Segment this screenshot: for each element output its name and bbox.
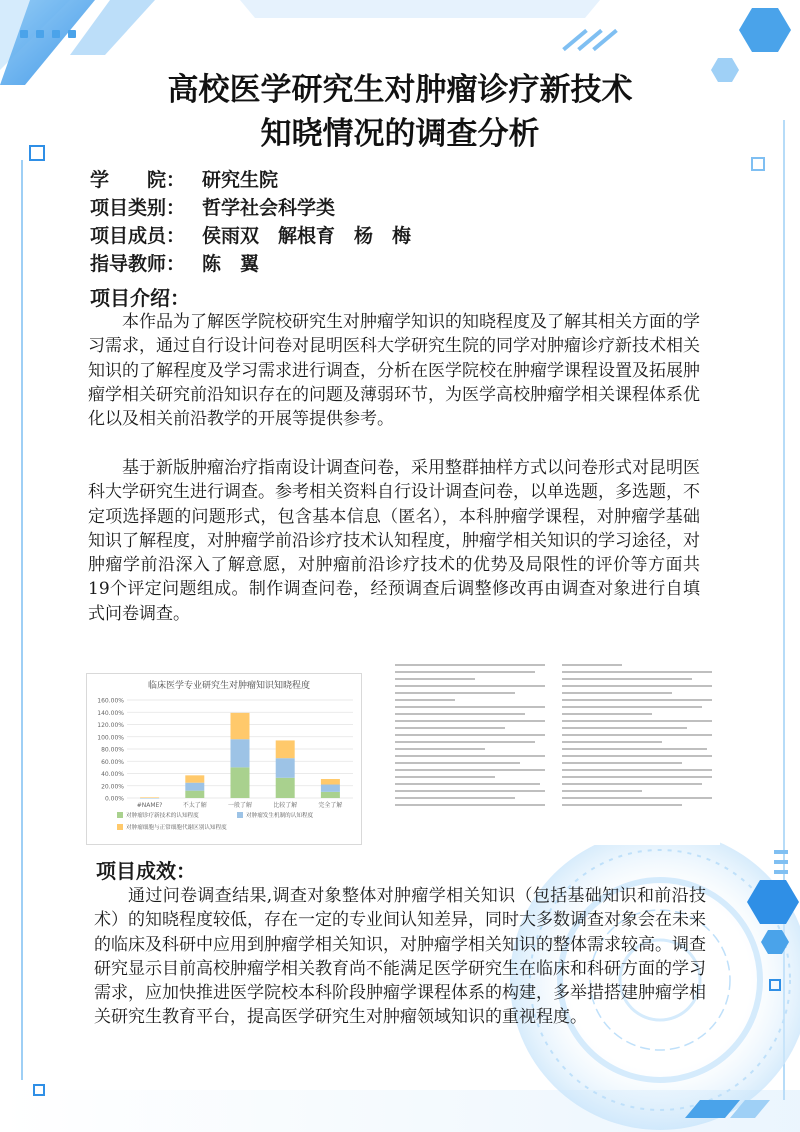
- y-tick-label: 120.00%: [97, 722, 124, 729]
- questionnaire-line: [395, 664, 545, 666]
- questionnaire-line: [395, 741, 535, 743]
- questionnaire-line: [562, 664, 622, 666]
- info-row-advisor: [90, 250, 411, 278]
- questionnaire-line: [562, 783, 702, 785]
- questionnaire-line: [562, 706, 702, 708]
- y-tick-label: 80.00%: [101, 746, 124, 754]
- intro-paragraph-2: 基于新版肿瘤治疗指南设计调查问卷，采用整群抽样方式以问卷形式对昆明医科大学研究生进行调查。参考相关资料自行设计调查问卷，以单选题，多选题，不定项选择题的问题形式，包含基本信息（匿名），本科肿瘤学课程，对肿瘤学基础知识了解程度，对肿瘤学前沿诊疗技术认知程度，肿瘤学相关知识的学习途径，对肿瘤学前沿深入了解意愿，对肿瘤前沿诊疗技术的优势及局限性的评价等方面共19个评定问题组成。制作调查问卷，经预调查后调整修改再由调查对象进行自填式问卷调查。: [88, 458, 700, 624]
- chart-bar-segment: [185, 783, 204, 791]
- y-tick-label: 60.00%: [101, 758, 124, 766]
- questionnaire-line: [562, 741, 662, 743]
- intro-heading: 项目介绍：: [90, 286, 190, 310]
- legend-swatch: [117, 824, 123, 830]
- poster-title: [0, 68, 800, 156]
- questionnaire-line: [395, 713, 525, 715]
- legend-label: 对肿瘤细胞与正常细胞代谢区别认知程度: [126, 825, 227, 831]
- x-tick-label: 比较了解: [273, 802, 298, 809]
- chart-bar-segment: [140, 798, 159, 799]
- questionnaire-line: [562, 734, 712, 736]
- questionnaire-line: [562, 762, 682, 764]
- questionnaire-line: [395, 776, 495, 778]
- x-tick-label: #NAME?: [136, 802, 163, 809]
- questionnaire-line: [562, 748, 707, 750]
- info-row-category: [90, 194, 411, 222]
- intro-paragraph-1: 本作品为了解医学院校研究生对肿瘤学知识的知晓程度及了解其相关方面的学习需求，通过自行设计问卷对昆明医科大学研究生院的同学对肿瘤诊疗新技术相关知识的了解程度及学习需求进行调查，分析在医学院校在肿瘤学课程设置及拓展肿瘤学相关研究前沿知识存在的问题及薄弱环节，为医学高校肿瘤学相关课程体系优化以及相关前沿教学的开展等提供参考。: [88, 312, 700, 430]
- questionnaire-line: [562, 685, 712, 687]
- legend-label: 对肿瘤诊疗新技术的认知程度: [126, 813, 199, 819]
- questionnaire-line: [562, 755, 712, 757]
- chart-bar-segment: [185, 791, 204, 798]
- info-value: 哲学社会科学类: [202, 197, 336, 219]
- chart-bar-segment: [231, 713, 250, 739]
- project-info: [90, 166, 411, 278]
- questionnaire-line: [562, 699, 712, 701]
- chart-canvas: [87, 674, 361, 844]
- questionnaire-line: [562, 727, 687, 729]
- questionnaire-line: [395, 755, 545, 757]
- questionnaire-line: [395, 797, 515, 799]
- y-tick-label: 20.00%: [101, 783, 124, 791]
- chart-bar-segment: [185, 775, 204, 782]
- info-label: 项目类别：: [90, 197, 186, 219]
- chart-bar-segment: [321, 779, 340, 785]
- questionnaire-line: [562, 692, 672, 694]
- questionnaire-line: [562, 776, 712, 778]
- questionnaire-line: [395, 804, 545, 806]
- legend-swatch: [117, 812, 123, 818]
- questionnaire-line: [395, 706, 545, 708]
- chart-bar-segment: [276, 758, 295, 778]
- info-row-members: [90, 222, 411, 250]
- result-heading: 项目成效：: [96, 859, 196, 883]
- questionnaire-line: [562, 713, 652, 715]
- questionnaire-line: [395, 748, 485, 750]
- questionnaire-line: [395, 762, 520, 764]
- awareness-chart: [86, 673, 362, 845]
- chart-bar-segment: [276, 740, 295, 758]
- questionnaire-line: [395, 790, 545, 792]
- questionnaire-line: [395, 727, 505, 729]
- y-tick-label: 0.00%: [104, 795, 124, 803]
- questionnaire-line: [562, 790, 642, 792]
- questionnaire-line: [395, 783, 540, 785]
- title-line-1: 高校医学研究生对肿瘤诊疗新技术: [167, 72, 633, 108]
- info-label: 学 院：: [90, 169, 186, 191]
- questionnaire-line: [395, 671, 535, 673]
- chart-bar-segment: [321, 792, 340, 798]
- info-value: 侯雨双 解根育 杨 梅: [202, 225, 412, 247]
- title-line-2: 知晓情况的调查分析: [260, 116, 540, 152]
- questionnaire-line: [395, 734, 545, 736]
- info-value: 陈 翼: [202, 253, 260, 275]
- y-tick-label: 40.00%: [101, 771, 124, 778]
- chart-bar-segment: [276, 778, 295, 798]
- info-row-college: [90, 166, 411, 194]
- questionnaire-line: [562, 720, 712, 722]
- questionnaire-line: [395, 678, 475, 680]
- legend-swatch: [237, 812, 243, 818]
- chart-bar-segment: [231, 767, 250, 798]
- questionnaire-line: [562, 804, 682, 806]
- chart-title: 临床医学专业研究生对肿瘤知识知晓程度: [147, 681, 311, 691]
- questionnaire-line: [395, 699, 455, 701]
- info-value: 研究生院: [202, 169, 279, 191]
- questionnaire-column-right: [562, 660, 720, 845]
- questionnaire-line: [562, 671, 712, 673]
- questionnaire-line: [395, 685, 545, 687]
- x-tick-label: 一般了解: [227, 802, 253, 809]
- info-label: 指导教师：: [90, 253, 186, 275]
- questionnaire-line: [562, 678, 692, 680]
- questionnaire-line: [395, 692, 515, 694]
- info-label: 项目成员：: [90, 225, 186, 247]
- chart-bar-segment: [231, 739, 250, 767]
- questionnaire-line: [395, 720, 545, 722]
- chart-bar-segment: [140, 797, 159, 798]
- legend-label: 对肿瘤发生机制的认知程度: [246, 813, 314, 819]
- y-tick-label: 160.00%: [97, 697, 124, 705]
- questionnaire-line: [395, 769, 545, 771]
- x-tick-label: 不太了解: [182, 802, 207, 809]
- y-tick-label: 140.00%: [97, 709, 124, 717]
- result-paragraph: 通过问卷调查结果,调查对象整体对肿瘤学相关知识（包括基础知识和前沿技术）的知晓程度较低，存在一定的专业间认知差异，同时大多数调查对象会在未来的临床及科研中应用到肿瘤学相关知识，对肿瘤学相关知识的整体需求较高。调查研究显示目前高校肿瘤学相关教育尚不能满足医学研究生在临床和科研方面的学习需求，应加快推进医学院校本科阶段肿瘤学课程体系的构建，多举措搭建肿瘤学相关研究生教育平台，提高医学研究生对肿瘤领域知识的重视程度。: [94, 886, 706, 1028]
- y-tick-label: 100.00%: [97, 734, 124, 742]
- chart-bar-segment: [321, 785, 340, 792]
- questionnaire-line: [562, 797, 712, 799]
- questionnaire-line: [562, 769, 712, 771]
- questionnaire-thumbnail: [395, 660, 720, 845]
- questionnaire-column-left: [395, 660, 553, 845]
- x-tick-label: 完全了解: [318, 802, 343, 809]
